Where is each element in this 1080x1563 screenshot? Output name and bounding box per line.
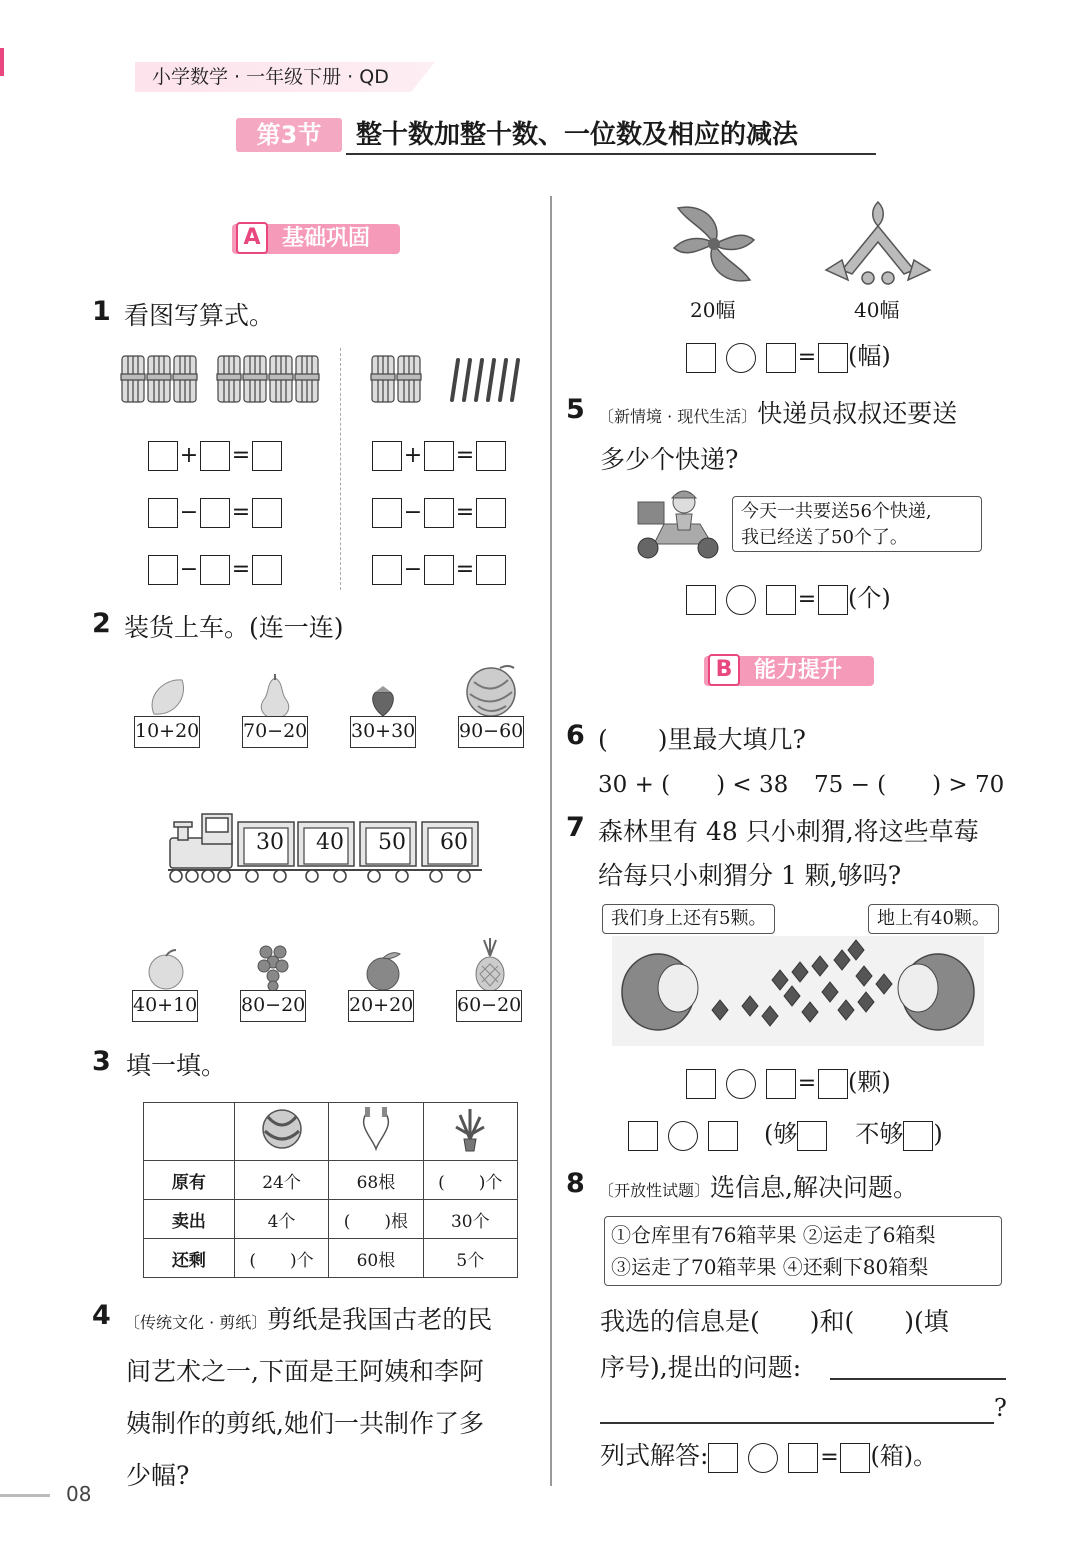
q6-expr-2[interactable]: 75 − ( ) > 70 bbox=[814, 772, 1005, 798]
table-head-rope bbox=[329, 1103, 423, 1161]
cell-blank[interactable]: ( )根 bbox=[329, 1200, 423, 1239]
wagon-4-label: 60 bbox=[440, 830, 468, 855]
q1-eq-left-1 bbox=[148, 438, 282, 470]
q4-line-2: 间艺术之一,下面是王阿姨和李阿 bbox=[126, 1357, 484, 1386]
answer-box[interactable] bbox=[424, 498, 454, 528]
answer-box[interactable] bbox=[476, 441, 506, 471]
lotus-fish-papercut-image bbox=[822, 198, 934, 290]
wagon-3-label: 50 bbox=[378, 830, 406, 855]
q5-text: 快递员叔叔还要送 bbox=[757, 399, 958, 428]
section-title: 整十数加整十数、一位数及相应的减法 bbox=[356, 120, 799, 150]
equals-sign: = bbox=[231, 442, 251, 468]
answer-box[interactable] bbox=[476, 498, 506, 528]
equals-sign: = bbox=[797, 1070, 817, 1096]
answer-box[interactable] bbox=[372, 441, 402, 471]
q5-line-1 bbox=[598, 394, 957, 430]
not-enough-check-box[interactable] bbox=[903, 1121, 933, 1151]
answer-box[interactable] bbox=[818, 585, 848, 615]
table-head-plant bbox=[423, 1103, 517, 1161]
q7-number: 7 bbox=[566, 812, 585, 843]
q2-bottom-label-4[interactable]: 60−20 bbox=[456, 990, 522, 1022]
speech-line-2: 我已经送了50个了。 bbox=[741, 527, 908, 548]
q1-eq-right-3 bbox=[372, 552, 506, 584]
cell: 30个 bbox=[423, 1200, 517, 1239]
solve-label: 列式解答: bbox=[600, 1441, 709, 1470]
section-label: 第3节 bbox=[256, 121, 322, 149]
q2-text: 装货上车。(连一连) bbox=[124, 613, 344, 642]
answer-box[interactable] bbox=[148, 441, 178, 471]
operator-circle[interactable] bbox=[748, 1443, 778, 1473]
q3-text: 填一填。 bbox=[126, 1051, 227, 1080]
wagon-2-label: 40 bbox=[316, 830, 344, 855]
papercut-count-2: 40幅 bbox=[854, 298, 900, 322]
answer-box[interactable] bbox=[766, 585, 796, 615]
q4-text: 剪纸是我国古老的民 bbox=[267, 1305, 493, 1334]
answer-box[interactable] bbox=[252, 555, 282, 585]
answer-box[interactable] bbox=[788, 1443, 818, 1473]
unit-label: (幅) bbox=[848, 342, 891, 370]
watermelon-icon bbox=[464, 662, 520, 718]
q7-speech-left: 我们身上还有5颗。 bbox=[602, 904, 775, 934]
unit-label: (箱)。 bbox=[870, 1442, 938, 1470]
q1-bundles-right bbox=[370, 352, 530, 408]
answer-box[interactable] bbox=[766, 343, 796, 373]
cell: 24个 bbox=[234, 1161, 328, 1200]
minus-sign: − bbox=[403, 499, 423, 525]
operator-circle[interactable] bbox=[726, 1069, 756, 1099]
papercut-count-1: 20幅 bbox=[690, 298, 736, 322]
q4-equation bbox=[686, 340, 891, 372]
minus-sign: − bbox=[179, 556, 199, 582]
answer-box[interactable] bbox=[840, 1443, 870, 1473]
answer-box[interactable] bbox=[708, 1121, 738, 1151]
jump-rope-icon bbox=[354, 1105, 398, 1153]
q2-top-label-3[interactable]: 30+30 bbox=[350, 716, 416, 748]
answer-box[interactable] bbox=[818, 343, 848, 373]
q1-bundles-left bbox=[120, 352, 330, 408]
not-enough-label: 不够 bbox=[855, 1120, 904, 1148]
q2-bottom-label-1[interactable]: 40+10 bbox=[132, 990, 198, 1022]
q1-text: 看图写算式。 bbox=[124, 301, 275, 330]
q3-number: 3 bbox=[92, 1046, 111, 1077]
answer-box[interactable] bbox=[200, 498, 230, 528]
q1-eq-right-2 bbox=[372, 495, 506, 527]
row-original-head: 原有 bbox=[144, 1161, 235, 1200]
q7-line-1: 森林里有 48 只小刺猬,将这些草莓 bbox=[598, 817, 979, 846]
info-line-2: ③运走了70箱苹果 ④还剩下80箱梨 bbox=[611, 1255, 929, 1279]
cell: 68根 bbox=[329, 1161, 423, 1200]
q2-top-label-2[interactable]: 70−20 bbox=[242, 716, 308, 748]
ball-icon bbox=[260, 1107, 304, 1151]
q8-number: 8 bbox=[566, 1168, 585, 1199]
q1-eq-right-1 bbox=[372, 438, 506, 470]
wagon-1-label: 30 bbox=[256, 830, 284, 855]
q5-speech-bubble bbox=[732, 496, 982, 552]
answer-box[interactable] bbox=[708, 1443, 738, 1473]
answer-box[interactable] bbox=[628, 1121, 658, 1151]
equals-sign: = bbox=[455, 442, 475, 468]
table-head-ball bbox=[234, 1103, 328, 1161]
close-paren: ) bbox=[933, 1120, 943, 1148]
pear-icon bbox=[253, 674, 297, 720]
answer-box[interactable] bbox=[686, 585, 716, 615]
answer-box[interactable] bbox=[476, 555, 506, 585]
q5-tag: 〔新情境 · 现代生活〕 bbox=[598, 407, 758, 426]
q2-bottom-label-3[interactable]: 20+20 bbox=[348, 990, 414, 1022]
strawberry-icon bbox=[368, 684, 398, 718]
q8-question-line: 序号),提出的问题: bbox=[600, 1353, 802, 1382]
q1-number: 1 bbox=[92, 296, 111, 327]
q2-top-label-4[interactable]: 90−60 bbox=[458, 716, 524, 748]
column-divider bbox=[550, 196, 552, 1486]
row-sold-head: 卖出 bbox=[144, 1200, 235, 1239]
enough-check-box[interactable] bbox=[797, 1121, 827, 1151]
speech-line-1: 今天一共要送56个快递, bbox=[741, 501, 932, 522]
q8-line-1 bbox=[598, 1168, 918, 1204]
edge-mark bbox=[0, 48, 4, 76]
part-a-letter: A bbox=[236, 222, 268, 254]
cell-blank[interactable]: ( )个 bbox=[234, 1239, 328, 1278]
minus-sign: − bbox=[403, 556, 423, 582]
fish-papercut-image bbox=[668, 198, 760, 290]
q7-equation bbox=[686, 1066, 891, 1098]
answer-box[interactable] bbox=[252, 498, 282, 528]
q5-number: 5 bbox=[566, 394, 585, 425]
q8-info-box bbox=[604, 1216, 1002, 1286]
orange-icon bbox=[358, 946, 408, 992]
pineapple-icon bbox=[470, 936, 510, 992]
q1-eq-left-2 bbox=[148, 495, 282, 527]
q2-bottom-label-2[interactable]: 80−20 bbox=[240, 990, 306, 1022]
q8-choice-line[interactable]: 我选的信息是( )和( )(填 bbox=[600, 1307, 949, 1336]
equals-sign: = bbox=[231, 499, 251, 525]
book-title: 小学数学 · 一年级下册 · QD bbox=[152, 66, 389, 88]
answer-box[interactable] bbox=[372, 498, 402, 528]
operator-circle[interactable] bbox=[726, 343, 756, 373]
q4-number: 4 bbox=[92, 1300, 111, 1331]
cell: 4个 bbox=[234, 1200, 328, 1239]
minus-sign: − bbox=[179, 499, 199, 525]
operator-circle[interactable] bbox=[726, 585, 756, 615]
question-answer-line-2[interactable] bbox=[600, 1422, 994, 1424]
answer-box[interactable] bbox=[686, 1069, 716, 1099]
equals-sign: = bbox=[797, 586, 817, 612]
plus-sign: + bbox=[179, 442, 199, 468]
hedgehogs-strawberries-image bbox=[612, 936, 984, 1046]
equals-sign: = bbox=[455, 499, 475, 525]
unit-label: (个) bbox=[848, 584, 891, 612]
mango-icon bbox=[146, 676, 190, 718]
answer-box[interactable] bbox=[148, 498, 178, 528]
answer-box[interactable] bbox=[200, 441, 230, 471]
equals-sign: = bbox=[820, 1444, 839, 1470]
equals-sign: = bbox=[231, 556, 251, 582]
question-mark: ? bbox=[994, 1394, 1007, 1422]
q5-line-2: 多少个快递? bbox=[600, 445, 739, 474]
q1-eq-left-3 bbox=[148, 552, 282, 584]
table-corner bbox=[144, 1103, 235, 1161]
q2-number: 2 bbox=[92, 608, 111, 639]
q4-line-1 bbox=[124, 1300, 492, 1336]
enough-label: (够 bbox=[764, 1120, 798, 1148]
q6-text: ( )里最大填几? bbox=[598, 725, 806, 754]
part-b-letter: B bbox=[708, 654, 740, 686]
q2-top-label-1[interactable]: 10+20 bbox=[134, 716, 200, 748]
q6-number: 6 bbox=[566, 720, 585, 751]
q4-line-3: 姨制作的剪纸,她们一共制作了多 bbox=[126, 1409, 484, 1438]
q8-solve-row bbox=[600, 1440, 937, 1472]
q7-line-2: 给每只小刺猬分 1 颗,够吗? bbox=[598, 861, 902, 890]
answer-box[interactable] bbox=[818, 1069, 848, 1099]
potted-plant-icon bbox=[450, 1105, 490, 1153]
q7-compare-row bbox=[628, 1118, 943, 1150]
answer-box[interactable] bbox=[424, 441, 454, 471]
page-number: 08 bbox=[66, 1482, 92, 1506]
info-line-1: ①仓库里有76箱苹果 ②运走了6箱梨 bbox=[611, 1223, 936, 1247]
footer-line bbox=[0, 1494, 50, 1497]
q4-tag: 〔传统文化 · 剪纸〕 bbox=[124, 1313, 268, 1332]
question-answer-line-1[interactable] bbox=[830, 1378, 1006, 1380]
answer-box[interactable] bbox=[200, 555, 230, 585]
part-a-title: 基础巩固 bbox=[282, 226, 371, 251]
answer-box[interactable] bbox=[252, 441, 282, 471]
q4-line-4: 少幅? bbox=[126, 1461, 190, 1490]
cell: 60根 bbox=[329, 1239, 423, 1278]
equals-sign: = bbox=[797, 344, 817, 370]
courier-scooter-image bbox=[624, 484, 728, 564]
equals-sign: = bbox=[455, 556, 475, 582]
q8-text: 选信息,解决问题。 bbox=[710, 1173, 918, 1202]
operator-circle[interactable] bbox=[668, 1121, 698, 1151]
q3-table bbox=[143, 1102, 518, 1278]
cell-blank[interactable]: ( )个 bbox=[423, 1161, 517, 1200]
q6-expr-1[interactable]: 30 + ( ) < 38 bbox=[598, 772, 789, 798]
unit-label: (颗) bbox=[848, 1068, 891, 1096]
answer-box[interactable] bbox=[424, 555, 454, 585]
q5-equation bbox=[686, 582, 891, 614]
answer-box[interactable] bbox=[686, 343, 716, 373]
answer-box[interactable] bbox=[148, 555, 178, 585]
apple-icon bbox=[144, 946, 188, 990]
row-remaining-head: 还剩 bbox=[144, 1239, 235, 1278]
q8-tag: 〔开放性试题〕 bbox=[598, 1181, 711, 1200]
answer-box[interactable] bbox=[766, 1069, 796, 1099]
answer-box[interactable] bbox=[372, 555, 402, 585]
cell: 5个 bbox=[423, 1239, 517, 1278]
part-b-title: 能力提升 bbox=[754, 658, 843, 683]
q1-dashed-divider bbox=[340, 348, 341, 590]
grapes-icon bbox=[254, 938, 294, 992]
q7-speech-right: 地上有40颗。 bbox=[868, 904, 999, 934]
plus-sign: + bbox=[403, 442, 423, 468]
section-underline bbox=[346, 153, 876, 155]
